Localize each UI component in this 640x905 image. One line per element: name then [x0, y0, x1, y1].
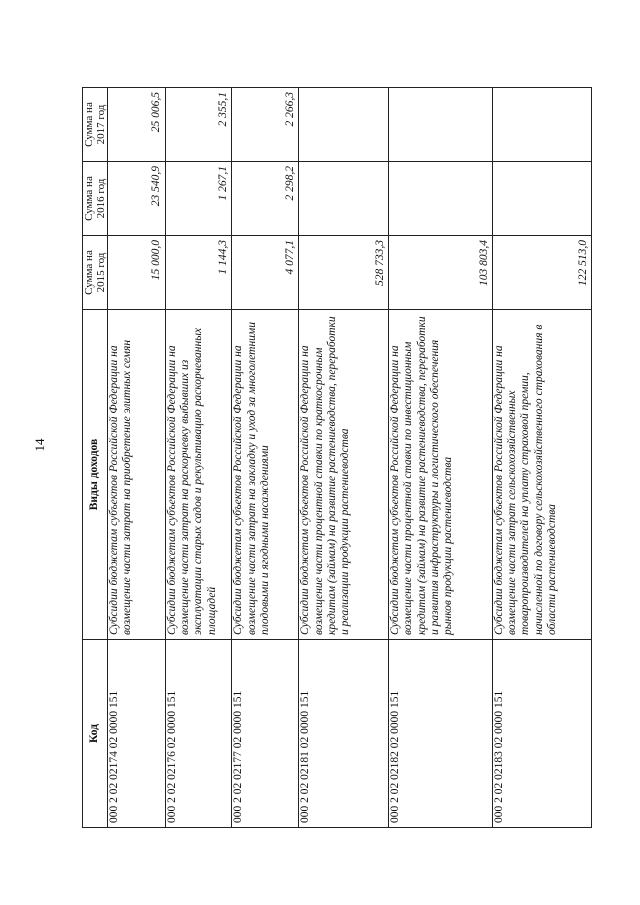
page-number: 14 — [32, 438, 47, 452]
row-code: 000 2 02 02183 02 0000 151 — [492, 640, 591, 828]
row-sum-2017: 25 006,5 — [108, 88, 166, 162]
row-description: Субсидии бюджетам субъектов Российской Федерации на возмещение части затрат на приобретение элитных семян — [108, 310, 166, 640]
row-description: Субсидии бюджетам субъектов Российской Федерации на возмещение части процентной ставки по краткосрочным кредитам (займам) на развитие растениеводства, переработки и реализации продукции растениеводства — [299, 310, 389, 640]
row-description: Субсидии бюджетам субъектов Российской Федерации на возмещение части затрат на закладку и уход за многолетними плодовыми и ягодными насаждениями — [232, 310, 299, 640]
income-table-wrapper — [82, 87, 592, 828]
row-code: 000 2 02 02176 02 0000 151 — [165, 640, 232, 828]
row-sum-2016 — [389, 162, 493, 236]
row-sum-2016: 1 267,1 — [165, 162, 232, 236]
row-sum-2017 — [492, 88, 591, 162]
row-sum-2017 — [299, 88, 389, 162]
header-description: Виды доходов — [83, 310, 108, 640]
row-sum-2016 — [492, 162, 591, 236]
row-code: 000 2 02 02181 02 0000 151 — [299, 640, 389, 828]
row-sum-2015: 15 000,0 — [108, 236, 166, 310]
row-code: 000 2 02 02174 02 0000 151 — [108, 640, 166, 828]
row-sum-2015: 103 803,4 — [389, 236, 493, 310]
table-row — [299, 88, 389, 828]
table-row — [492, 88, 591, 828]
table-header-row — [83, 88, 108, 828]
row-description: Субсидии бюджетам субъектов Российской Федерации на возмещение части затрат на раскорчевку выбывших из эксплуатации старых садов и рекультивацию раскорчеванных площадей — [165, 310, 232, 640]
row-code: 000 2 02 02182 02 0000 151 — [389, 640, 493, 828]
row-sum-2016 — [299, 162, 389, 236]
row-sum-2016: 23 540,9 — [108, 162, 166, 236]
table-row — [389, 88, 493, 828]
header-sum-2015: Сумма на 2015 год — [83, 236, 108, 310]
header-sum-2017: Сумма на 2017 год — [83, 88, 108, 162]
table-row — [232, 88, 299, 828]
row-sum-2017: 2 355,1 — [165, 88, 232, 162]
row-sum-2016: 2 298,2 — [232, 162, 299, 236]
row-sum-2015: 528 733,3 — [299, 236, 389, 310]
row-code: 000 2 02 02177 02 0000 151 — [232, 640, 299, 828]
header-sum-2016: Сумма на 2016 год — [83, 162, 108, 236]
row-sum-2015: 122 513,0 — [492, 236, 591, 310]
row-sum-2015: 1 144,3 — [165, 236, 232, 310]
header-code: Код — [83, 640, 108, 828]
row-sum-2015: 4 077,1 — [232, 236, 299, 310]
table-row — [108, 88, 166, 828]
row-sum-2017 — [389, 88, 493, 162]
income-table — [82, 87, 592, 828]
table-row — [165, 88, 232, 828]
row-description: Субсидии бюджетам субъектов Российской Федерации на возмещение части процентной ставки по инвестиционным кредитам (займам) на развитие растениеводства, переработки и развития инфраструктуры и логистического обеспечения рынков продукции растениеводства — [389, 310, 493, 640]
row-description: Субсидии бюджетам субъектов Российской Федерации на возмещение части затрат сельскохозяйственных товаропроизводителей на уплату страховой премии, начисленной по договору сельскохозяйственного страхования в области растениеводства — [492, 310, 591, 640]
row-sum-2017: 2 266,3 — [232, 88, 299, 162]
